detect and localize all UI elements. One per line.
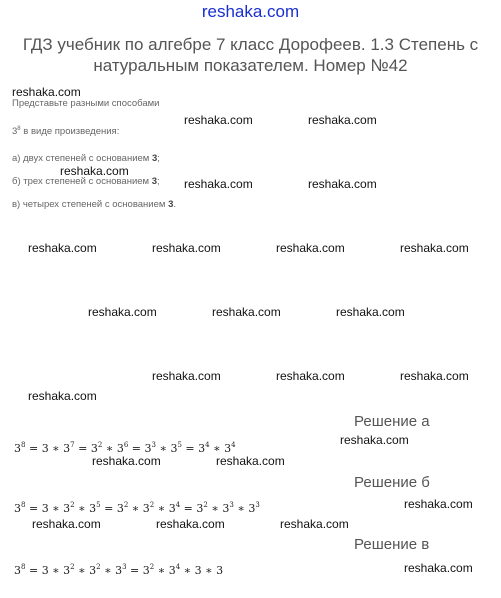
formula-operator: = [25,442,42,455]
formula-operator: ∗ [48,502,64,515]
formula-term-base: 3 [14,442,21,455]
task-line-2-text: в виде произведения: [20,126,120,138]
formula-operator: = [126,564,143,577]
formula-operator: = [100,502,117,515]
formula-operator: = [74,442,91,455]
formula-term-base: 3 [144,442,152,455]
formula-term-exponent: 5 [96,501,101,509]
formula-term-base: 3 [14,564,21,577]
formula-operator: ∗ [233,502,249,515]
watermark: reshaka.com [308,113,377,127]
formula-term-base: 3 [41,442,49,455]
formula-operator: ∗ [102,442,117,455]
solution-b-heading: Решение б [354,474,430,491]
watermark: reshaka.com [28,389,97,403]
solution-a-heading: Решение а [354,413,430,430]
formula-term-exponent: 2 [149,563,155,571]
watermark: reshaka.com [400,369,469,383]
task-power-exp: 8 [17,126,21,132]
formula-operator: = [128,442,145,455]
formula-term-exponent: 2 [97,441,103,449]
formula-term-exponent: 7 [70,441,75,449]
formula-term-exponent: 2 [203,501,208,509]
watermark: reshaka.com [336,305,405,319]
watermark: reshaka.com [88,305,157,319]
watermark: reshaka.com [92,454,161,468]
formula-term-base: 3 [63,564,71,577]
formula-term-base: 3 [142,502,150,515]
formula-term-exponent: 8 [21,441,26,449]
watermark: reshaka.com [212,305,281,319]
formula-term-base: 3 [14,502,21,515]
formula-operator: ∗ [180,564,195,577]
formula-operator: ∗ [209,442,225,455]
formula-term-exponent: 6 [123,441,129,449]
task-item-a-end: ; [157,153,160,164]
formula-term-exponent: 8 [21,501,26,509]
task-item-c-base: 3 [168,199,174,210]
formula-operator: ∗ [74,564,90,577]
watermark: reshaka.com [152,241,221,255]
watermark: reshaka.com [308,177,377,191]
formula-operator: ∗ [100,564,116,577]
formula-term-base: 3 [63,502,71,515]
formula-operator: ∗ [155,442,171,455]
formula-term-exponent: 4 [175,563,181,571]
formula-b [14,502,260,515]
formula-term-base: 3 [168,564,176,577]
task-item-b-end: ; [157,176,160,187]
watermark: reshaka.com [276,241,345,255]
formula-term-base: 3 [41,502,49,515]
formula-operator: ∗ [128,502,143,515]
formula-term-exponent: 2 [70,563,75,571]
formula-term-exponent: 2 [149,501,155,509]
formula-operator: ∗ [154,564,169,577]
task-item-b-text: б) трех степеней с основанием [12,176,152,187]
formula-term-exponent: 2 [123,501,129,509]
page-title: ГДЗ учебник по алгебре 7 класс Дорофеев. 1.3 Степень с натуральным показателем. Номер №42 [22,35,479,75]
watermark: reshaka.com [404,561,473,575]
formula-term-base: 3 [194,564,202,577]
formula-term-base: 3 [142,564,150,577]
task-power-base: 3 [12,126,18,138]
site-header-link[interactable]: reshaka.com [201,2,300,21]
formula-operator: ∗ [74,502,90,515]
formula-operator: = [180,502,197,515]
formula-term-base: 3 [41,564,49,577]
watermark: reshaka.com [28,241,97,255]
formula-term-base: 3 [216,564,224,577]
formula-term-base: 3 [63,442,71,455]
formula-term-base: 3 [116,442,124,455]
formula-operator: = [181,442,199,455]
watermark: reshaka.com [12,85,81,99]
task-item-c-text: в) четырех степеней с основанием [12,199,169,210]
watermark: reshaka.com [340,433,409,447]
formula-term-exponent: 3 [122,563,127,571]
watermark: reshaka.com [156,517,225,531]
formula-operator: ∗ [48,442,64,455]
task-item-a [12,153,160,164]
formula-term-exponent: 3 [229,501,234,509]
formula-operator: ∗ [207,502,223,515]
formula-operator: = [25,502,42,515]
task-item-a-text: а) двух степеней с основанием [12,153,152,164]
solution-c-heading: Решение в [354,536,430,553]
formula-c [14,564,223,577]
formula-term-exponent: 2 [96,563,101,571]
watermark: reshaka.com [276,369,345,383]
task-line-2 [12,126,119,137]
formula-term-exponent: 2 [70,501,75,509]
formula-term-base: 3 [89,564,97,577]
formula-term-exponent: 4 [175,501,181,509]
formula-term-exponent: 4 [231,441,236,449]
task-item-b-base: 3 [151,176,158,187]
watermark: reshaka.com [280,517,349,531]
formula-term-exponent: 4 [205,441,210,449]
formula-operator: ∗ [154,502,169,515]
watermark: reshaka.com [404,497,473,511]
formula-term-exponent: 3 [151,441,156,449]
formula-term-base: 3 [198,442,206,455]
formula-term-base: 3 [224,442,232,455]
formula-operator: = [25,564,42,577]
formula-operator: ∗ [48,564,64,577]
watermark: reshaka.com [32,517,101,531]
formula-term-base: 3 [168,502,176,515]
formula-term-base: 3 [116,502,124,515]
formula-term-base: 3 [196,502,204,515]
watermark: reshaka.com [400,241,469,255]
task-item-c [12,199,176,210]
formula-term-base: 3 [170,442,178,455]
formula-term-exponent: 5 [177,441,182,449]
watermark: reshaka.com [184,177,253,191]
formula-operator: ∗ [201,564,217,577]
watermark: reshaka.com [60,164,129,178]
formula-term-base: 3 [222,502,230,515]
watermark: reshaka.com [184,113,253,127]
task-item-a-base: 3 [151,153,158,164]
formula-term-base: 3 [248,502,256,515]
watermark: reshaka.com [216,454,285,468]
formula-term-base: 3 [89,502,97,515]
task-line-1: Представьте разными способами [12,98,160,109]
formula-term-base: 3 [90,442,98,455]
watermark: reshaka.com [152,369,221,383]
formula-term-exponent: 8 [21,563,26,571]
formula-term-exponent: 3 [255,501,260,509]
task-item-c-end: . [173,199,176,210]
formula-term-base: 3 [115,564,123,577]
